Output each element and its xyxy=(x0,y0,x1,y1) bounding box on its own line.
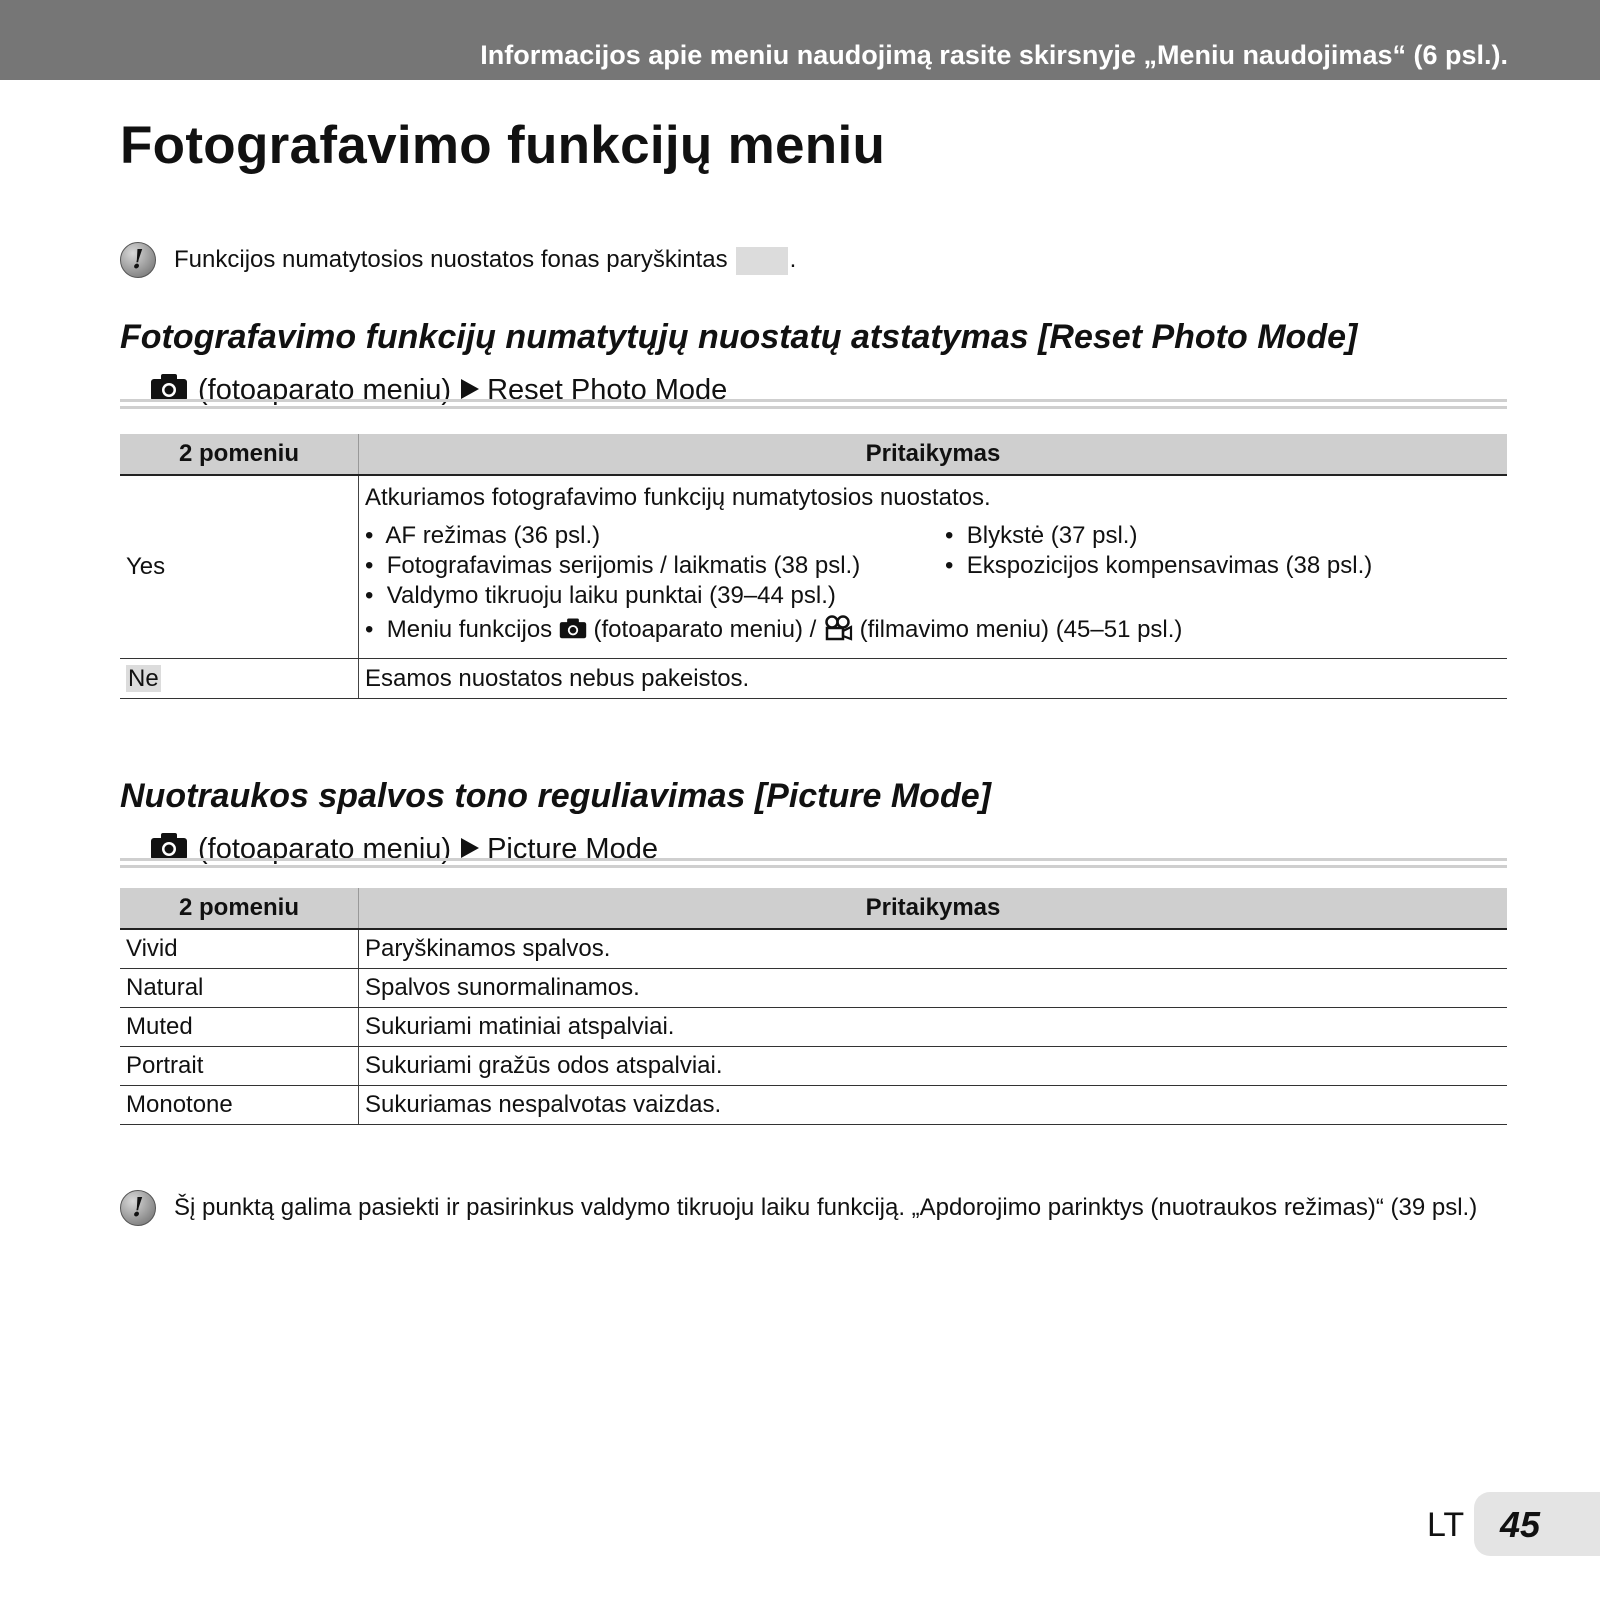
column-header-application: Pritaikymas xyxy=(359,888,1508,929)
language-code: LT xyxy=(1427,1506,1465,1544)
section-heading-reset: Fotografavimo funkcijų numatytųjų nuostatų atstatymas [Reset Photo Mode] xyxy=(120,318,1358,356)
option-vivid: Vivid xyxy=(120,929,359,969)
column-header-submenu: 2 pomeniu xyxy=(120,888,359,929)
option-yes-description xyxy=(359,475,1508,659)
camera-icon xyxy=(559,617,587,639)
table-row xyxy=(120,1086,1507,1125)
column-header-submenu: 2 pomeniu xyxy=(120,434,359,475)
yes-bullet-list xyxy=(365,522,1501,610)
default-highlight-swatch xyxy=(736,247,788,275)
page-title: Fotografavimo funkcijų meniu xyxy=(120,116,886,175)
default-setting-note xyxy=(120,242,1510,278)
movie-camera-icon xyxy=(823,615,853,641)
table-row xyxy=(120,929,1507,969)
option-muted: Muted xyxy=(120,1008,359,1047)
list-item: • Blykstė (37 psl.) xyxy=(945,522,1501,550)
note-text-end: . xyxy=(789,246,797,273)
column-header-application: Pritaikymas xyxy=(359,434,1508,475)
option-natural: Natural xyxy=(120,969,359,1008)
menu-path-item: Picture Mode xyxy=(487,833,658,865)
note-text: Šį punktą galima pasiekti ir pasirinkus valdymo tikruoju laiku funkciją. „Apdorojimo parinktys (nuotraukos režimas)“ (39 psl.) xyxy=(174,1194,1478,1221)
path-underline xyxy=(120,399,1507,409)
banner-text: Informacijos apie meniu naudojimą rasite skirsnyje „Meniu naudojimas“ (6 psl.). xyxy=(480,40,1508,70)
option-no-description: Esamos nuostatos nebus pakeistos. xyxy=(359,659,1508,699)
caution-icon: ! xyxy=(120,1190,156,1226)
note-text: Funkcijos numatytosios nuostatos fonas paryškintas xyxy=(174,246,728,273)
option-no xyxy=(120,659,359,699)
list-item: • Valdymo tikruoju laiku punktai (39–44 psl.) xyxy=(365,582,945,610)
default-option-no: Ne xyxy=(128,664,159,692)
section-heading-picture: Nuotraukos spalvos tono reguliavimas [Picture Mode] xyxy=(120,777,991,815)
path-underline xyxy=(120,858,1507,868)
picture-mode-table xyxy=(120,888,1507,1125)
list-item: • Fotografavimas serijomis / laikmatis (38 psl.) xyxy=(365,552,945,580)
menu-path-menu: (fotoaparato meniu) xyxy=(198,833,452,865)
top-banner xyxy=(0,0,1600,80)
list-item-menu-functions: • Meniu funkcijos (fotoaparato meniu) / (filmavimo meniu) (45–51 psl.) xyxy=(365,615,1501,644)
table-row xyxy=(120,475,1507,659)
table-row xyxy=(120,659,1507,699)
list-item: • AF režimas (36 psl.) xyxy=(365,522,945,550)
menu-path-menu: (fotoaparato meniu) xyxy=(198,374,452,406)
yes-intro: Atkuriamos fotografavimo funkcijų numatytosios nuostatos. xyxy=(365,484,991,511)
option-monotone: Monotone xyxy=(120,1086,359,1125)
arrow-right-icon xyxy=(461,838,479,858)
option-portrait: Portrait xyxy=(120,1047,359,1086)
caution-icon: ! xyxy=(120,242,156,278)
option-vivid-description: Paryškinamos spalvos. xyxy=(359,929,1508,969)
table-row xyxy=(120,1047,1507,1086)
reset-photo-mode-table xyxy=(120,434,1507,699)
menu-path-item: Reset Photo Mode xyxy=(487,374,728,406)
realtime-control-note xyxy=(120,1190,1510,1260)
arrow-right-icon xyxy=(461,379,479,399)
table-row xyxy=(120,969,1507,1008)
table-row xyxy=(120,1008,1507,1047)
page-number: 45 xyxy=(1500,1504,1541,1545)
table-header-row xyxy=(120,888,1507,929)
option-yes: Yes xyxy=(120,475,359,659)
list-item: • Ekspozicijos kompensavimas (38 psl.) xyxy=(945,552,1501,580)
table-header-row xyxy=(120,434,1507,475)
option-muted-description: Sukuriami matiniai atspalviai. xyxy=(359,1008,1508,1047)
option-natural-description: Spalvos sunormalinamos. xyxy=(359,969,1508,1008)
option-monotone-description: Sukuriamas nespalvotas vaizdas. xyxy=(359,1086,1508,1125)
option-portrait-description: Sukuriami gražūs odos atspalviai. xyxy=(359,1047,1508,1086)
